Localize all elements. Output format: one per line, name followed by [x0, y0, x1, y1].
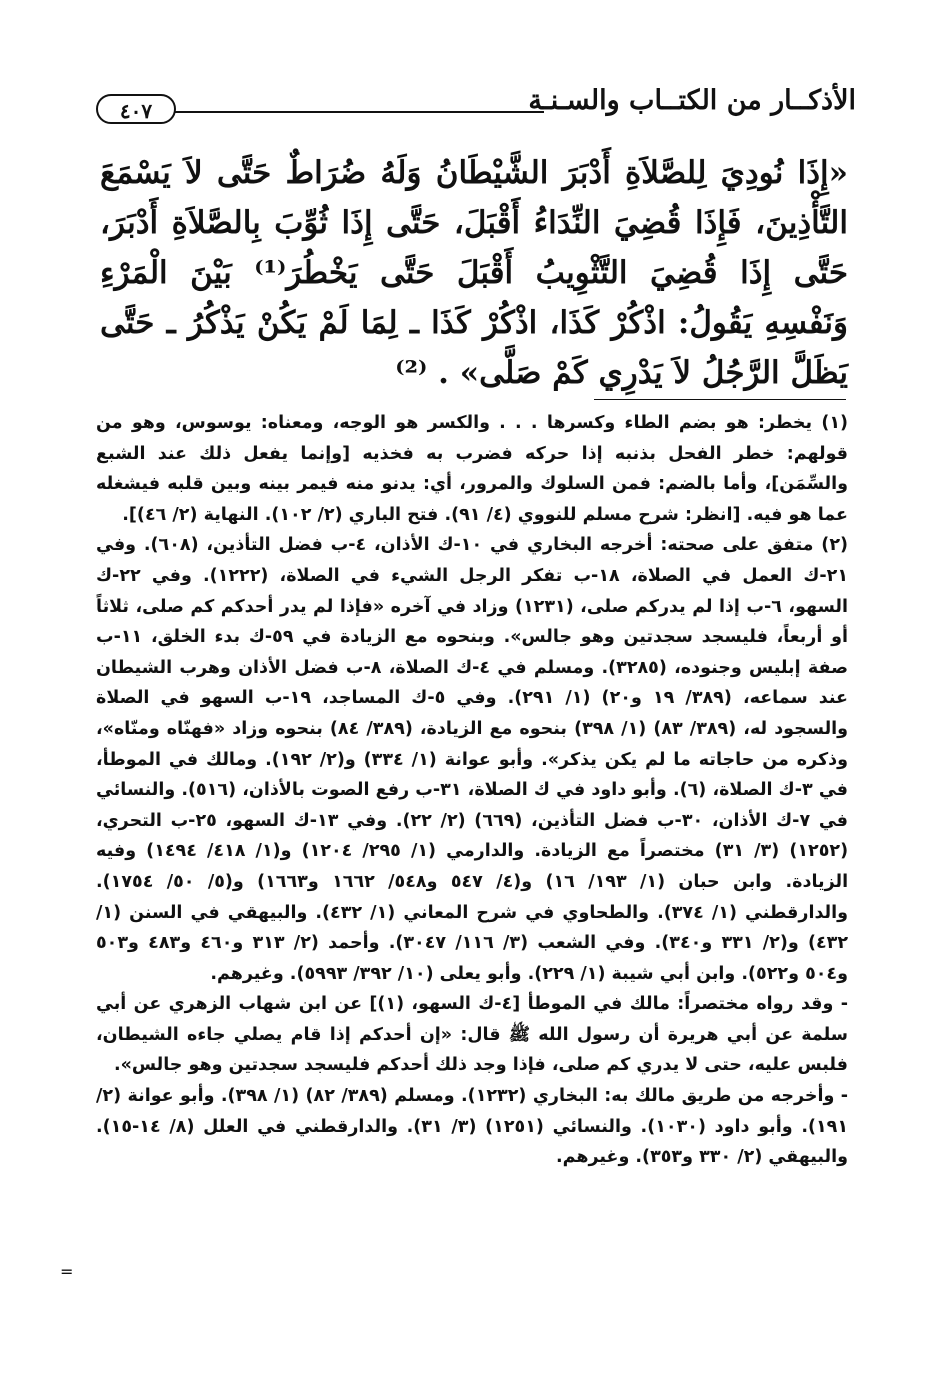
page-header — [96, 84, 856, 134]
footnote-2: (٢) متفق على صحته: أخرجه البخاري في ١٠-ك الأذان، ٤-ب فضل التأذين، (٦٠٨). وفي ٢١-ك العمل في الصلاة، ١٨-ب تفكر الرجل الشيء في الصلاة، (١٢٢٢). وفي ٢٢-ك السهو، ٦-ب إذا لم يدركم صلى، (١٢٣١) وزاد في آخره «فإذا لم يدر أحدكم كم صلى، ثلاثاً أو أربعاً، فليسجد سجدتين وهو جالس». وبنحوه مع الزيادة في ٥٩-ك بدء الخلق، ١١-ب صفة إبليس وجنوده، (٣٢٨٥). ومسلم في ٤-ك الصلاة، ٨-ب فضل الأذان وهرب الشيطان عند سماعه، (٣٨٩/ ١٩ و٢٠) (١/ ٢٩١). وفي ٥-ك المساجد، ١٩-ب السهو في الصلاة والسجود له، (٣٨٩/ ٨٣) (١/ ٣٩٨) بنحوه مع الزيادة، (٣٨٩/ ٨٤) بنحوه وزاد «فهنّاه ومنّاه»، وذكره من حاجاته ما لم يكن يذكر». وأبو عوانة (١/ ٣٣٤) و(٢/ ١٩٢). ومالك في الموطأ، في ٣-ك الصلاة، (٦). وأبو داود في ك الصلاة، ٣١-ب رفع الصوت بالأذان، (٥١٦). والنسائي في ٧-ك الأذان، ٣٠-ب فضل التأذين، (٦٦٩) (٢/ ٢٢). وفي ١٣-ك السهو، ٢٥-ب التحري، (١٢٥٢) (٣/ ٣١) مختصراً مع الزيادة. والدارمي (١/ ٢٩٥/ ١٢٠٤) و(١/ ٤١٨/ ١٤٩٤) وفيه الزيادة. وابن حبان (١/ ١٩٣/ ١٦) و(٤/ ٥٤٧ و٥٤٨/ ١٦٦٢ و١٦٦٣) و(٥/ ٥٠/ ١٧٥٤). والدارقطني (١/ ٣٧٤). والطحاوي في شرح المعاني (١/ ٤٣٢). والبيهقي في السنن (١/ ٤٣٢) و(٢/ ٣٣١ و٣٤٠). وفي الشعب (٣/ ١١٦/ ٣٠٤٧). وأحمد (٢/ ٣١٣ و٤٦٠ و٤٨٣ و٥٠٣ و٥٠٤ و٥٢٢). وابن أبي شيبة (١/ ٢٢٩). وأبو يعلى (١٠/ ٣٩٢/ ٥٩٩٣). وغيرهم. — [96, 535, 849, 984]
footnote-2-continuation: - وقد رواه مختصراً: مالك في الموطأ [٤-ك السهو، (١)] عن ابن شهاب الزهري عن أبي سلمة عن أبي هريرة أن رسول الله ﷺ قال: «إن أحدكم إذا قام يصلي جاءه الشيطان، فلبس عليه، حتى لا يدري كم صلى، فإذا وجد ذلك أحدكم فليسجد سجدتين وهو جالس». — [96, 994, 848, 1076]
margin-mark: = — [60, 1262, 74, 1281]
hadith-text: «إِذَا نُودِيَ لِلصَّلاَةِ أَدْبَرَ الشَّيْطَانُ وَلَهُ ضُرَاطٌ حَتَّى لاَ يَسْمَعَ التَّأْذِينَ، فَإِذَا قُضِيَ النِّدَاءُ أَقْبَلَ، حَتَّى إِذَا ثُوِّبَ بِالصَّلاَةِ أَدْبَرَ، حَتَّى إِذَا قُضِيَ التَّثْوِيبُ أَقْبَلَ حَتَّى يَخْطُرَ⁽¹⁾ بَيْنَ الْمَرْءِ وَنَفْسِهِ يَقُولُ: اذْكُرْ كَذَا، اذْكُرْ كَذَا ـ لِمَا لَمْ يَكُنْ يَذْكُرُ ـ حَتَّى يَظَلَّ الرَّجُلُ لاَ يَدْرِي كَمْ صَلَّى» . ⁽²⁾ — [100, 155, 848, 391]
running-title: الأذكــار من الكتــاب والسـنـة — [528, 85, 856, 116]
page-number: ٤٠٧ — [96, 94, 176, 124]
footnotes — [96, 408, 848, 1173]
header-rule — [174, 111, 544, 113]
footnote-2-continuation: - وأخرجه من طريق مالك به: البخاري (١٢٣٢). ومسلم (٣٨٩/ ٨٢) (١/ ٣٩٨). وأبو عوانة (٢/ ١٩١). وأبو داود (١٠٣٠). والنسائي (١٢٥١) (٣/ ٣١). والدارقطني في العلل (٨/ ١٤-١٥). والبيهقي (٢/ ٣٣٠ و٣٥٣). وغيرهم. — [96, 1086, 849, 1168]
footnote-separator — [594, 399, 846, 400]
footnote-1: (١) يخطر: هو بضم الطاء وكسرها . . . والكسر هو الوجه، ومعناه: يوسوس، وهو من قولهم: خطر الفحل بذنبه إذا حركه فضرب به فخذيه [وإنما يفعل ذلك عند الشبع والسِّمَن]، وأما بالضم: فمن السلوك والمرور، أي: يدنو منه فيمر بينه وبين قلبه فيشغله عما هو فيه. [انظر: شرح مسلم للنووي (٤/ ٩١). فتح الباري (٢/ ١٠٢). النهاية (٢/ ٤٦)]. — [96, 413, 848, 525]
